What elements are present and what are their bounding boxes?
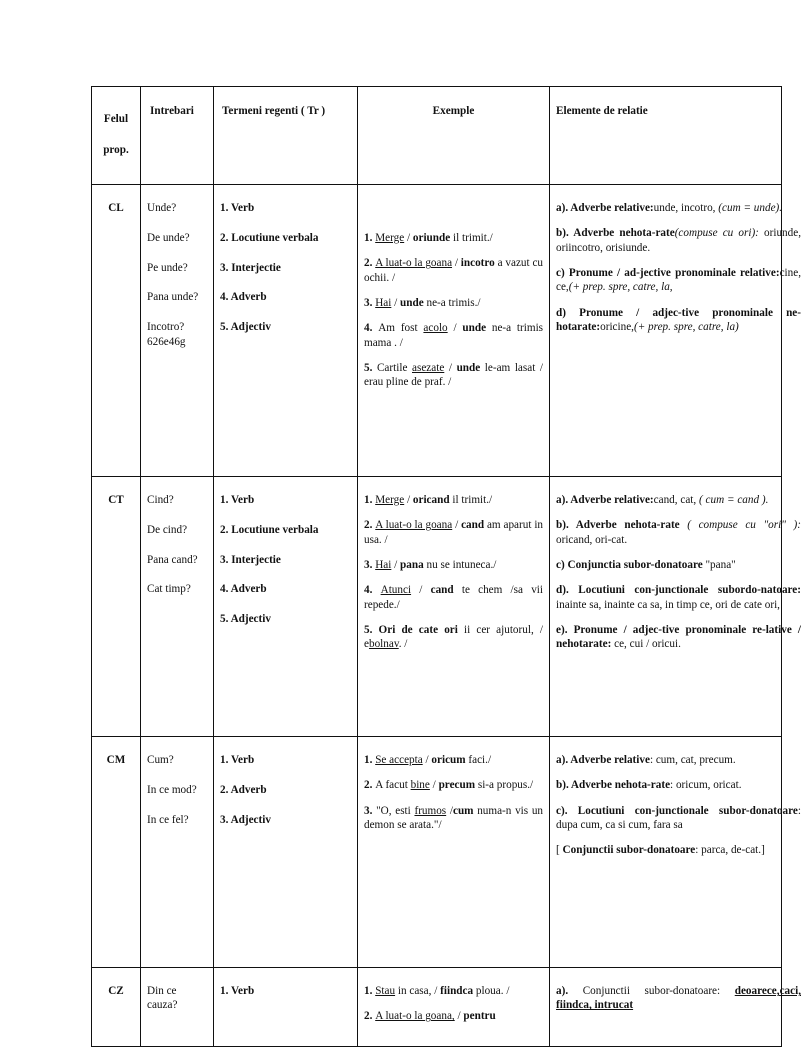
example: 5. Ori de cate ori ii cer ajutorul, / ebolnav. / xyxy=(364,623,544,651)
relation-element: b). Adverbe nehota-rate: oricum, oricat. xyxy=(556,779,742,792)
relation-element: c) Pronume / ad-jective pronominale relative:cine, ce,(+ prep. spre, catre, la, xyxy=(556,266,801,294)
term: 1. Verb xyxy=(220,985,255,997)
examples-cell xyxy=(358,968,550,1047)
question: In ce fel? xyxy=(147,813,189,826)
examples-cell xyxy=(358,477,550,737)
relation-element: a). Adverbe relative:cand, cat, ( cum = cand ). xyxy=(556,494,769,506)
relation-element: b). Adverbe nehota-rate(compuse cu ori): oriunde, oriincotro, orisiunde. xyxy=(556,227,801,254)
relation-element: [ Conjunctii subor-donatoare: parca, de-cat.] xyxy=(556,844,765,857)
example: 1. Merge / oricand il trimit./ xyxy=(364,494,493,506)
header-intrebari: Intrebari xyxy=(141,87,214,185)
table-row xyxy=(92,477,782,737)
question: Unde? xyxy=(147,202,177,214)
table-row xyxy=(92,185,782,477)
questions-cell xyxy=(141,185,214,477)
relation-element: d) Pronume / adjec-tive pronominale ne-hotarate:oricine,(+ prep. spre, catre, la) xyxy=(556,306,801,333)
relation-element: a). Conjunctii subor-donatoare: deoarece,caci, fiindca, intrucat xyxy=(556,985,801,1012)
relation-elements-cell xyxy=(550,968,801,1047)
question: Cum? xyxy=(147,754,174,766)
term: 5. Adjectiv xyxy=(220,613,271,626)
clause-code: CZ xyxy=(92,968,141,1047)
relation-elements-cell xyxy=(550,477,801,737)
examples-cell xyxy=(358,737,550,968)
term: 1. Verb xyxy=(220,494,255,506)
relation-element: c) Conjunctia subor-donatoare "pana" xyxy=(556,558,736,571)
term: 2. Adverb xyxy=(220,783,267,796)
questions-cell xyxy=(141,477,214,737)
question: Cind? xyxy=(147,494,174,506)
header-elemente: Elemente de relatie xyxy=(550,87,782,185)
term: 3. Interjectie xyxy=(220,553,281,566)
question: Cat timp? xyxy=(147,583,191,596)
table-row xyxy=(92,737,782,968)
header-exemple: Exemple xyxy=(358,87,550,185)
table-row xyxy=(92,968,782,1047)
relation-element: d). Locutiuni con-junctionale subordo-natoare: inainte sa, inainte ca sa, in timp ce, ori de cate ori, xyxy=(556,584,801,611)
question: Pana unde? xyxy=(147,291,199,304)
example: 2. A luat-o la goana / incotro a vazut cu ochii. / xyxy=(364,257,544,284)
question: Din ce cauza? xyxy=(147,985,178,1012)
questions-cell xyxy=(141,737,214,968)
term: 3. Adjectiv xyxy=(220,813,271,826)
question: Incotro? 626e46g xyxy=(147,321,186,348)
term: 3. Interjectie xyxy=(220,261,281,274)
term: 4. Adverb xyxy=(220,583,267,596)
example: 4. Am fost acolo / unde ne-a trimis mama . / xyxy=(364,322,544,349)
questions-cell xyxy=(141,968,214,1047)
example: 3. Hai / pana nu se intuneca./ xyxy=(364,558,497,571)
example: 3. Hai / unde ne-a trimis./ xyxy=(364,296,481,309)
subordinate-clauses-table xyxy=(91,86,801,1047)
question: De cind? xyxy=(147,523,188,536)
examples-cell xyxy=(358,185,550,477)
term: 2. Locutiune verbala xyxy=(220,231,319,244)
clause-code: CT xyxy=(92,477,141,737)
relation-element: a). Adverbe relative:unde, incotro, (cum = unde). xyxy=(556,202,783,214)
question: In ce mod? xyxy=(147,783,197,796)
example: 1. Stau in casa, / fiindca ploua. / xyxy=(364,985,510,997)
relation-element: c). Locutiuni con-junctionale subor-donatoare: dupa cum, ca si cum, fara sa xyxy=(556,804,801,831)
terms-cell xyxy=(214,737,358,968)
question: De unde? xyxy=(147,231,190,244)
terms-cell xyxy=(214,185,358,477)
example: 1. Se accepta / oricum faci./ xyxy=(364,754,492,766)
terms-cell xyxy=(214,968,358,1047)
relation-element: a). Adverbe relative: cum, cat, precum. xyxy=(556,754,736,766)
relation-elements-cell xyxy=(550,185,801,477)
header-termeni: Termeni regenti ( Tr ) xyxy=(214,87,358,185)
clause-code: CL xyxy=(92,185,141,477)
example: 3. "O, esti frumos /cum numa-n vis un demon se arata."/ xyxy=(364,804,544,831)
header-felul: Felul prop. xyxy=(92,87,141,185)
term: 1. Verb xyxy=(220,754,255,766)
term: 4. Adverb xyxy=(220,291,267,304)
question: Pana cand? xyxy=(147,553,198,566)
clause-code: CM xyxy=(92,737,141,968)
term: 1. Verb xyxy=(220,202,255,214)
example: 1. Merge / oriunde il trimit./ xyxy=(364,232,493,244)
example: 5. Cartile asezate / unde le-am lasat / erau pline de praf. / xyxy=(364,361,544,389)
example: 2. A luat-o la goana, / pentru xyxy=(364,1010,496,1023)
relation-element: e). Pronume / adjec-tive pronominale re-lative / nehotarate: ce, cui / oricui. xyxy=(556,623,801,651)
table-header-row xyxy=(92,87,782,185)
question: Pe unde? xyxy=(147,261,188,274)
document-page xyxy=(91,86,801,1023)
relation-element: b). Adverbe nehota-rate ( compuse cu "ori" ): oricand, ori-cat. xyxy=(556,519,801,546)
relation-elements-cell xyxy=(550,737,801,968)
term: 5. Adjectiv xyxy=(220,321,271,334)
terms-cell xyxy=(214,477,358,737)
example: 4. Atunci / cand te chem /sa vii repede./ xyxy=(364,584,544,611)
example: 2. A luat-o la goana / cand am aparut in usa. / xyxy=(364,519,544,546)
term: 2. Locutiune verbala xyxy=(220,523,319,536)
example: 2. A facut bine / precum si-a propus./ xyxy=(364,779,534,792)
